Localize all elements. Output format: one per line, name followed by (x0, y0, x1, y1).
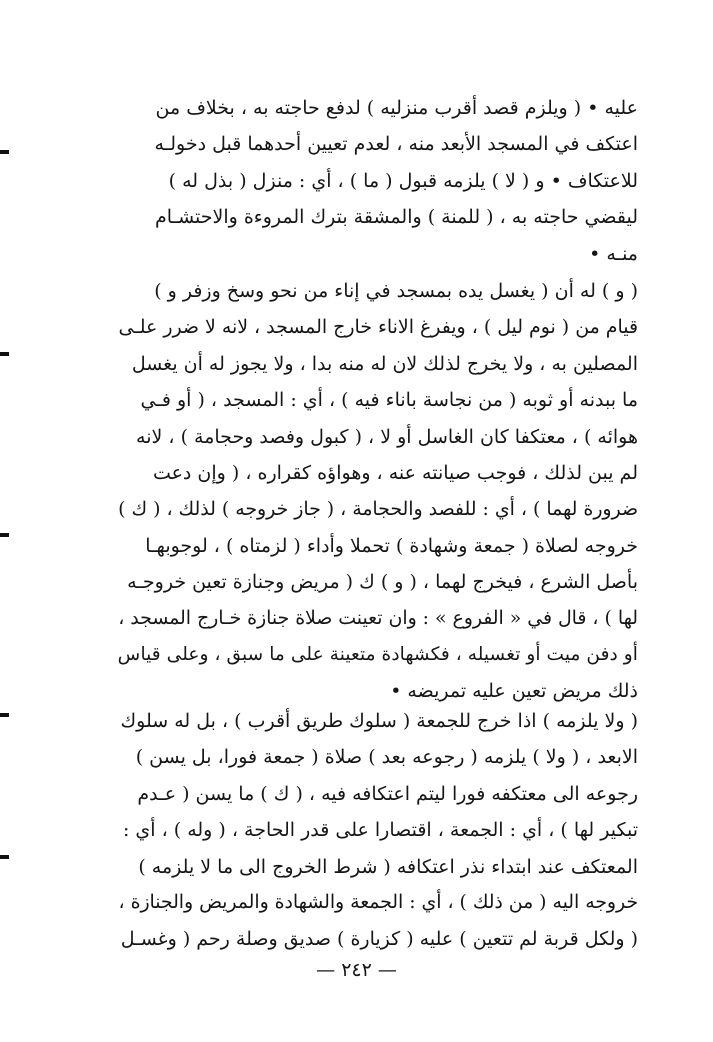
text-line: ( ولا يلزمه ) اذا خرج للجمعة ( سلوك طريق أقرب ) ، بل له سلوك (120, 710, 638, 732)
page-number: — ٢٤٢ — (316, 959, 397, 981)
text-line: ذلك مريض تعين عليه تمريضه • (390, 680, 638, 703)
text-line: ما ببدنه أو ثوبه ( من نجاسة باناء فيه ) ، أي : المسجد ، ( أو فـي (140, 389, 638, 412)
margin-tick (0, 352, 9, 356)
text-line: للاعتكاف • و ( لا ) يلزمه قبول ( ما ) ، أي : منزل ( بذل له ) (168, 169, 638, 192)
text-line: ليقضي حاجته به ، ( للمنة ) والمشقة بترك المروءة والاحتشـام (154, 206, 638, 229)
margin-tick (0, 533, 9, 537)
text-line: رجوعه الى معتكفه فورا ليتم اعتكافه فيه ، ( ك ) ما يسن ( عـدم (137, 782, 638, 805)
text-line: هوائه ) ، معتكفا كان الغاسل أو لا ، ( كبول وفصد وحجامة ) ، لانه (136, 425, 638, 448)
text-line: عليه • ( ويلزم قصد أقرب منزليه ) لدفع حاجته به ، بخلاف من (155, 97, 638, 119)
text-line: المعتكف عند ابتداء نذر اعتكافه ( شرط الخروج الى ما لا يلزمه ) (138, 855, 638, 878)
margin-tick (0, 855, 9, 859)
text-line: ضرورة لهما ) ، أي : للفصد والحجامة ، ( جاز خروجه ) لذلك ، ( ك ) (118, 498, 638, 521)
paragraph-3 (118, 703, 638, 958)
text-line: ( ولكل قربة لم تتعين ) عليه ( كزيارة ) صديق وصلة رحم ( وغسـل (120, 928, 638, 951)
text-line: خروجه لصلاة ( جمعة وشهادة ) تحملا وأداء ( لزمتاه ) ، لوجوبهـا (145, 534, 638, 557)
text-line: الابعد ، ( ولا ) يلزمه ( رجوعه بعد ) صلاة ( جمعة فورا، بل يسن ) (135, 746, 638, 769)
text-line: تبكير لها ) ، أي : الجمعة ، اقتصارا على قدر الحاجة ، ( وله ) ، أي : (122, 819, 638, 842)
text-line: لها ) ، قال في « الفروع » : وان تعينت صلاة جنازة خـارج المسجد ، (118, 607, 638, 629)
text-line: بأصل الشرع ، فيخرج لهما ، ( و ) ك ( مريض وجنازة تعين خروجـه (127, 571, 638, 594)
text-line: خروجه اليه ( من ذلك ) ، أي : الجمعة والشهادة والمريض والجنازة ، (118, 891, 638, 913)
text-line: لم يبن لذلك ، فوجب صيانته عنه ، وهواؤه كقراره ، ( وإن دعت (152, 461, 638, 484)
text-line: قيام من ( نوم ليل ) ، ويفرغ الاناء خارج المسجد ، لانه لا ضرر علـى (118, 316, 638, 339)
text-line: اعتكف في المسجد الأبعد منه ، لعدم تعيين أحدهما قبل دخولـه (154, 133, 638, 156)
paragraph-2 (118, 273, 638, 710)
margin-tick (0, 713, 9, 717)
margin-tick (0, 150, 9, 154)
text-line: منـه • (589, 242, 638, 265)
text-line: المصلين به ، ولا يخرج لذلك لان له منه بدا ، ولا يجوز له أن يغسل (131, 352, 638, 375)
text-line: أو دفن ميت أو تغسيله ، فكشهادة متعينة على ما سبق ، وعلى قياس (117, 643, 638, 665)
text-line: ( و ) له أن ( يغسل يده بمسجد في إناء من نحو وسخ وزفر و ) (154, 280, 638, 302)
paragraph-1 (118, 90, 638, 272)
